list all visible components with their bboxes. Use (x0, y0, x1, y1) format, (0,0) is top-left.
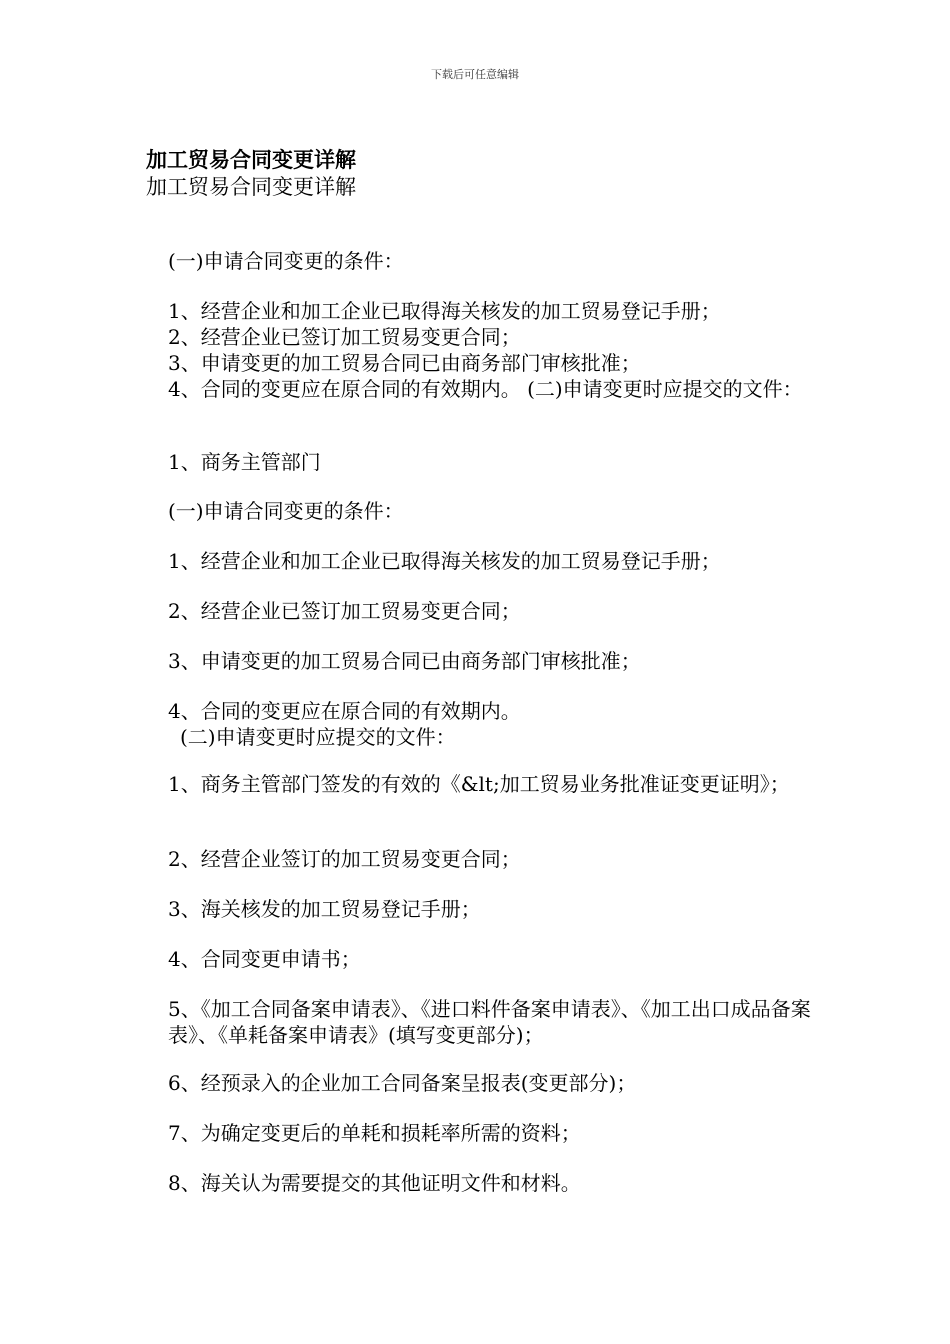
list-item: 6、经预录入的企业加工合同备案呈报表(变更部分)； (168, 1071, 637, 1095)
document-subtitle: 加工贸易合同变更详解 (146, 175, 356, 199)
list-item: 1、商务主管部门签发的有效的《&lt;加工贸易业务批准证变更证明》； (168, 772, 790, 796)
section-heading: (一)申请合同变更的条件： (168, 249, 404, 273)
condition-item-3 (146, 648, 811, 674)
condition-item-4 (146, 698, 811, 750)
list-item: 3、申请变更的加工贸易合同已由商务部门审核批准； (168, 649, 641, 673)
document-item-6 (146, 1070, 811, 1096)
document-item-4 (146, 946, 811, 972)
document-item-3 (146, 896, 811, 922)
list-item: 4、合同变更申请书； (168, 947, 361, 971)
list-item: 4、合同的变更应在原合同的有效期内。 (168, 699, 521, 723)
conditions-heading (146, 498, 811, 524)
summary-trailing (146, 449, 811, 475)
document-item-7 (146, 1120, 811, 1146)
document-item-2 (146, 846, 811, 872)
list-item: 1、商务主管部门 (168, 450, 321, 474)
condition-item-2 (146, 598, 811, 624)
list-item: 5、《加工合同备案申请表》、《进口料件备案申请表》、《加工出口成品备案表》、《单耗备案申请表》(填写变更部分)； (168, 997, 811, 1047)
summary-list (146, 298, 811, 402)
list-item: 1、经营企业和加工企业已取得海关核发的加工贸易登记手册； (168, 299, 721, 323)
section-heading: (二)申请变更时应提交的文件： (180, 725, 456, 749)
list-item: 3、海关核发的加工贸易登记手册； (168, 897, 481, 921)
condition-item-1 (146, 548, 811, 574)
summary-heading (146, 248, 811, 274)
list-item: 8、海关认为需要提交的其他证明文件和材料。 (168, 1171, 581, 1195)
document-item-8 (146, 1170, 811, 1196)
document-item-5 (146, 996, 811, 1048)
document-item-1 (146, 771, 811, 797)
list-item: 1、经营企业和加工企业已取得海关核发的加工贸易登记手册； (168, 549, 721, 573)
document-title: 加工贸易合同变更详解 (146, 147, 356, 172)
list-item: 3、申请变更的加工贸易合同已由商务部门审核批准； (168, 351, 641, 375)
page-header-note: 下载后可任意编辑 (431, 68, 519, 81)
list-item: 4、合同的变更应在原合同的有效期内。 (二)申请变更时应提交的文件： (168, 377, 803, 401)
list-item: 7、为确定变更后的单耗和损耗率所需的资料； (168, 1121, 581, 1145)
list-item: 2、经营企业已签订加工贸易变更合同； (168, 599, 521, 623)
section-heading: (一)申请合同变更的条件： (168, 499, 404, 523)
list-item: 2、经营企业已签订加工贸易变更合同； (168, 325, 521, 349)
list-item: 2、经营企业签订的加工贸易变更合同； (168, 847, 521, 871)
